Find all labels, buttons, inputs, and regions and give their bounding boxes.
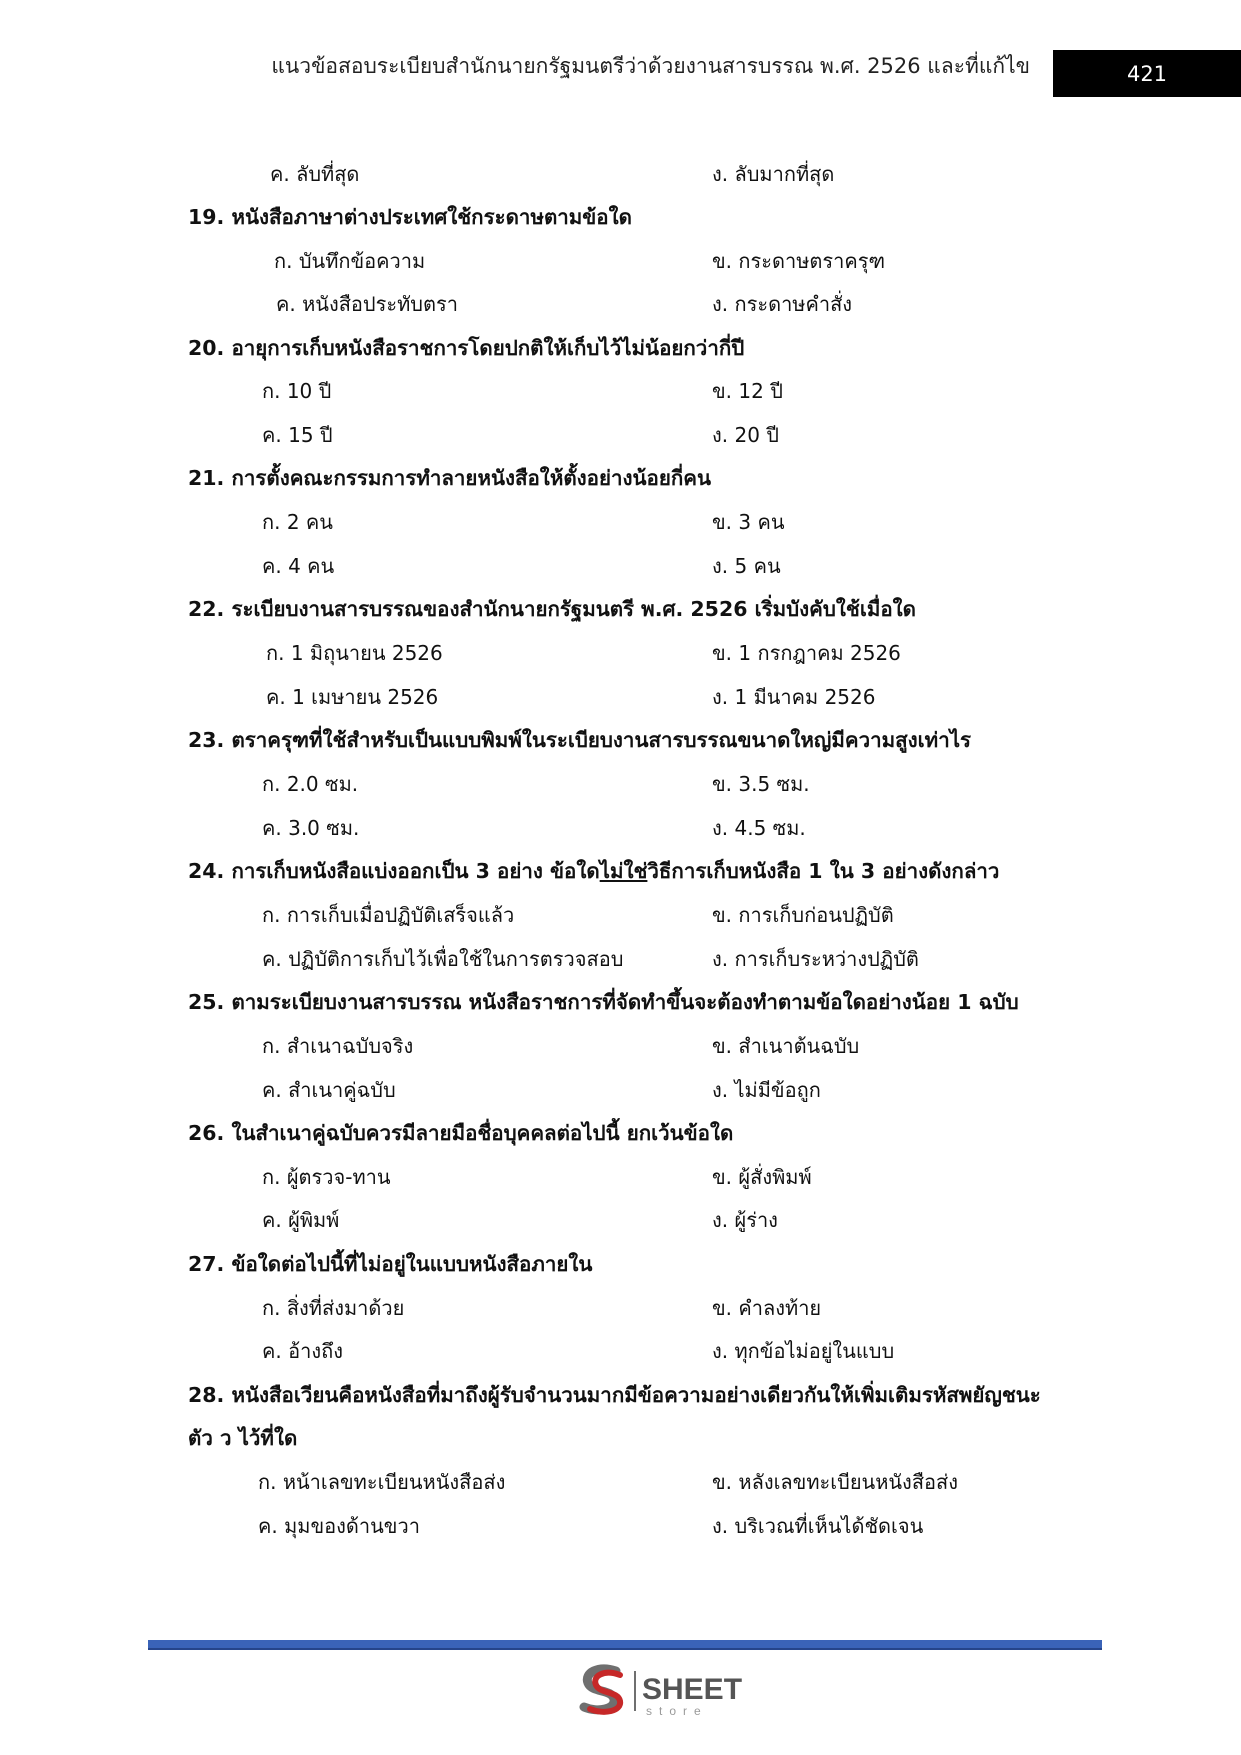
question-text-line-2: ตัว ว ไว้ที่ใด xyxy=(188,1426,298,1450)
option-a: ก. สำเนาฉบับจริง xyxy=(262,1034,414,1058)
option-row xyxy=(0,158,1241,198)
question-22 xyxy=(0,593,1241,633)
option-a: ก. 2 คน xyxy=(262,510,333,534)
question-text xyxy=(188,855,999,888)
option-d: ง. บริเวณที่เห็นได้ชัดเจน xyxy=(712,1514,924,1538)
option-row xyxy=(0,1335,1241,1375)
option-c: ค. 4 คน xyxy=(262,554,335,578)
option-a: ก. 10 ปี xyxy=(262,379,332,403)
option-b: ข. การเก็บก่อนปฏิบัติ xyxy=(712,903,894,927)
option-row xyxy=(0,1510,1241,1550)
option-row xyxy=(0,288,1241,328)
option-c: ค. มุมของด้านขวา xyxy=(258,1514,420,1538)
option-c: ค. 15 ปี xyxy=(262,423,333,447)
option-row xyxy=(0,550,1241,590)
option-row xyxy=(0,1030,1241,1070)
option-d: ง. 20 ปี xyxy=(712,423,779,447)
question-19 xyxy=(0,201,1241,241)
option-row xyxy=(0,1292,1241,1332)
question-27 xyxy=(0,1248,1241,1288)
option-row xyxy=(0,419,1241,459)
option-a: ก. 1 มิถุนายน 2526 xyxy=(266,641,443,665)
option-row xyxy=(0,637,1241,677)
option-row xyxy=(0,899,1241,939)
question-text: 20. อายุการเก็บหนังสือราชการโดยปกติให้เก็บไว้ไม่น้อยกว่ากี่ปี xyxy=(188,336,745,360)
option-row xyxy=(0,375,1241,415)
option-b: ข. 12 ปี xyxy=(712,379,783,403)
option-a: ก. 2.0 ซม. xyxy=(262,772,359,796)
option-c: ค. อ้างถึง xyxy=(262,1339,343,1363)
question-text-post: วิธีการเก็บหนังสือ 1 ใน 3 อย่างดังกล่าว xyxy=(647,859,1000,883)
option-row xyxy=(0,1204,1241,1244)
question-text-pre: 24. การเก็บหนังสือแบ่งออกเป็น 3 อย่าง ข้อใด xyxy=(188,859,600,883)
question-text: 19. หนังสือภาษาต่างประเทศใช้กระดาษตามข้อใด xyxy=(188,205,632,229)
footer-divider xyxy=(148,1640,1102,1650)
option-b: ข. สำเนาต้นฉบับ xyxy=(712,1034,860,1058)
sheet-store-logo xyxy=(576,1663,746,1719)
option-row xyxy=(0,1161,1241,1201)
question-text: 23. ตราครุฑที่ใช้สำหรับเป็นแบบพิมพ์ในระเบียบงานสารบรรณขนาดใหญ่มีความสูงเท่าไร xyxy=(188,728,972,752)
option-row xyxy=(0,245,1241,285)
header-title: แนวข้อสอบระเบียบสำนักนายกรัฐมนตรีว่าด้วยงานสารบรรณ พ.ศ. 2526 และที่แก้ไข xyxy=(271,54,1030,78)
question-text: 26. ในสำเนาคู่ฉบับควรมีลายมือชื่อบุคคลต่อไปนี้ ยกเว้นข้อใด xyxy=(188,1121,734,1145)
logo-brand: SHEET xyxy=(642,1673,743,1706)
option-row xyxy=(0,812,1241,852)
option-d: ง. ผู้ร่าง xyxy=(712,1208,778,1232)
option-row xyxy=(0,1466,1241,1506)
option-row xyxy=(0,506,1241,546)
option-c: ค. 1 เมษายน 2526 xyxy=(266,685,439,709)
question-20 xyxy=(0,332,1241,372)
option-b: ข. 1 กรกฎาคม 2526 xyxy=(712,641,901,665)
option-row xyxy=(0,943,1241,983)
option-c: ค. ปฏิบัติการเก็บไว้เพื่อใช้ในการตรวจสอบ xyxy=(262,947,624,971)
option-c: ค. สำเนาคู่ฉบับ xyxy=(262,1078,396,1102)
question-text: 28. หนังสือเวียนคือหนังสือที่มาถึงผู้รับจำนวนมากมีข้อความอย่างเดียวกันให้เพิ่มเติมรหัสพยัญชนะ xyxy=(188,1383,1041,1407)
question-text-underlined: ไม่ใช่ xyxy=(599,859,648,883)
option-a: ก. บันทึกข้อความ xyxy=(274,249,426,273)
logo-brand-sub: store xyxy=(646,1704,708,1718)
option-a: ก. การเก็บเมื่อปฏิบัติเสร็จแล้ว xyxy=(262,903,515,927)
question-23 xyxy=(0,724,1241,764)
option-a: ก. สิ่งที่ส่งมาด้วย xyxy=(262,1296,405,1320)
option-d: ง. 5 คน xyxy=(712,554,781,578)
option-c: ค. หนังสือประทับตรา xyxy=(276,292,458,316)
option-d: ง. ทุกข้อไม่อยู่ในแบบ xyxy=(712,1339,895,1363)
option-c: ค. 3.0 ซม. xyxy=(262,816,360,840)
option-row xyxy=(0,681,1241,721)
question-text: 25. ตามระเบียบงานสารบรรณ หนังสือราชการที่จัดทำขึ้นจะต้องทำตามข้อใดอย่างน้อย 1 ฉบับ xyxy=(188,990,1019,1014)
option-b: ข. คำลงท้าย xyxy=(712,1296,822,1320)
question-text: 22. ระเบียบงานสารบรรณของสำนักนายกรัฐมนตรี พ.ศ. 2526 เริ่มบังคับใช้เมื่อใด xyxy=(188,597,916,621)
option-b: ข. 3.5 ซม. xyxy=(712,772,810,796)
question-28-continued xyxy=(0,1422,1241,1462)
option-row xyxy=(0,768,1241,808)
option-a: ก. หน้าเลขทะเบียนหนังสือส่ง xyxy=(258,1470,506,1494)
question-24 xyxy=(0,855,1241,895)
question-text: 21. การตั้งคณะกรรมการทำลายหนังสือให้ตั้งอย่างน้อยกี่คน xyxy=(188,466,711,490)
page-number: 421 xyxy=(1053,50,1241,97)
option-d: ง. ไม่มีข้อถูก xyxy=(712,1078,821,1102)
question-25 xyxy=(0,986,1241,1026)
option-c: ค. ผู้พิมพ์ xyxy=(262,1208,340,1232)
option-d: ง. การเก็บระหว่างปฏิบัติ xyxy=(712,947,919,971)
question-text: 27. ข้อใดต่อไปนี้ที่ไม่อยู่ในแบบหนังสือภายใน xyxy=(188,1252,593,1276)
option-d: ง. 1 มีนาคม 2526 xyxy=(712,685,876,709)
logo-graphic xyxy=(576,1663,746,1719)
question-28 xyxy=(0,1379,1241,1419)
option-d: ง. 4.5 ซม. xyxy=(712,816,806,840)
option-c: ค. ลับที่สุด xyxy=(270,162,360,186)
question-21 xyxy=(0,462,1241,502)
option-b: ข. 3 คน xyxy=(712,510,785,534)
option-d: ง. ลับมากที่สุด xyxy=(712,162,835,186)
option-b: ข. กระดาษตราครุฑ xyxy=(712,249,886,273)
option-d: ง. กระดาษคำสั่ง xyxy=(712,292,853,316)
option-row xyxy=(0,1074,1241,1114)
option-b: ข. ผู้สั่งพิมพ์ xyxy=(712,1165,812,1189)
option-b: ข. หลังเลขทะเบียนหนังสือส่ง xyxy=(712,1470,959,1494)
question-26 xyxy=(0,1117,1241,1157)
option-a: ก. ผู้ตรวจ-ทาน xyxy=(262,1165,391,1189)
